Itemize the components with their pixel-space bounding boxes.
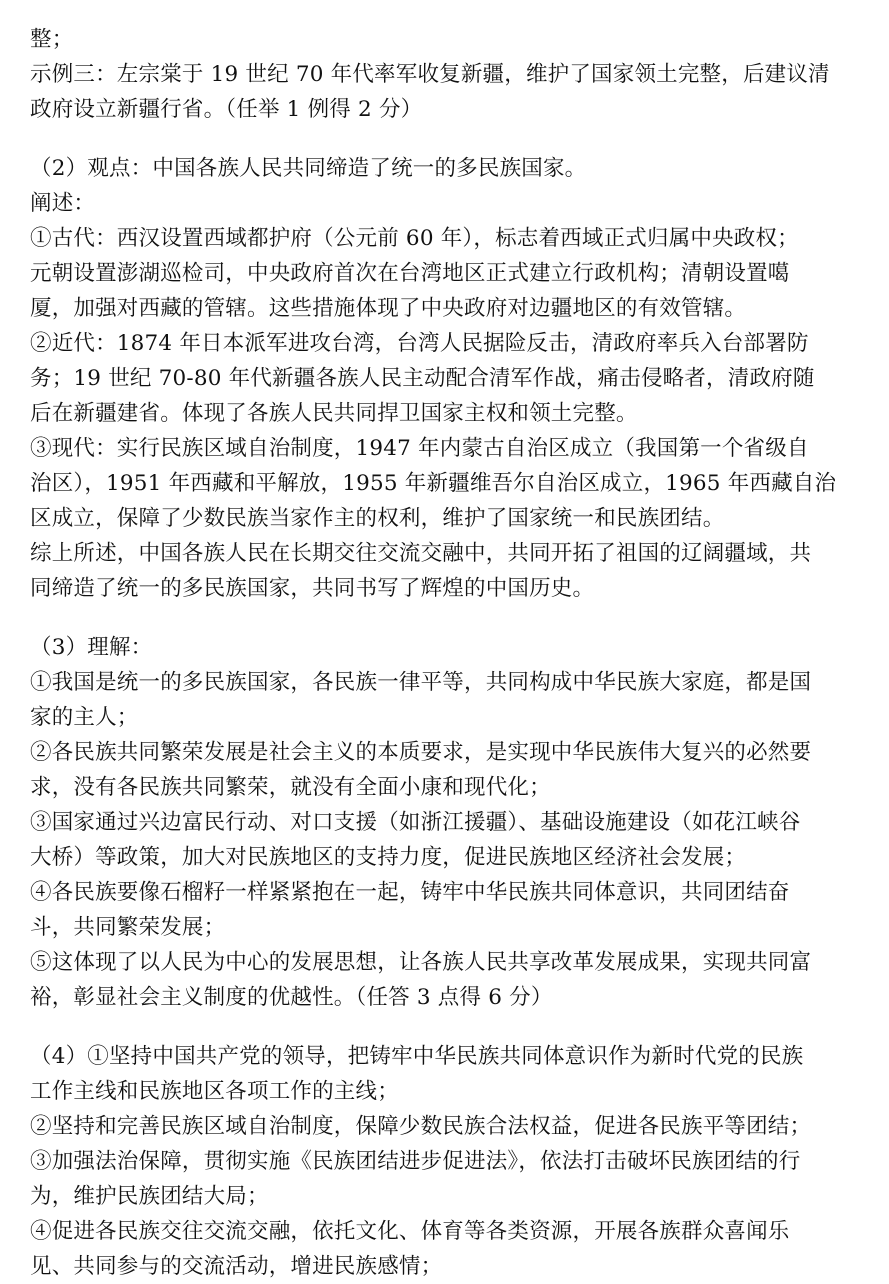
text-line: 大桥）等政策，加大对民族地区的支持力度，促进民族地区经济社会发展；	[30, 845, 747, 870]
section-question-2	[30, 151, 869, 606]
text-line: ①我国是统一的多民族国家，各民族一律平等，共同构成中华民族大家庭，都是国	[30, 670, 812, 695]
text-line: 示例三：左宗棠于 19 世纪 70 年代率军收复新疆，维护了国家领土完整，后建议清	[30, 62, 830, 87]
text-line: ③现代：实行民族区域自治制度，1947 年内蒙古自治区成立（我国第一个省级自	[30, 436, 809, 461]
text-line: 家的主人；	[30, 705, 139, 730]
text-line: 务；19 世纪 70-80 年代新疆各族人民主动配合清军作战，痛击侵略者，清政府随	[30, 366, 815, 391]
text-line: （3）理解：	[30, 635, 153, 660]
text-line: ①古代：西汉设置西域都护府（公元前 60 年），标志着西域正式归属中央政权；	[30, 226, 799, 251]
text-line: 同缔造了统一的多民族国家，共同书写了辉煌的中国历史。	[30, 576, 595, 601]
paragraph-gap	[30, 1015, 869, 1039]
text-line: 工作主线和民族地区各项工作的主线；	[30, 1079, 399, 1104]
text-line: 政府设立新疆行省。（任举 1 例得 2 分）	[30, 97, 423, 122]
text-line: 见、共同参与的交流活动，增进民族感情；	[30, 1254, 443, 1279]
text-line: 裕，彰显社会主义制度的优越性。（任答 3 点得 6 分）	[30, 985, 553, 1010]
text-line: 阐述：	[30, 191, 96, 216]
section-question-3	[30, 630, 869, 1015]
text-line: 斗，共同繁荣发展；	[30, 915, 226, 940]
text-line: 治区），1951 年西藏和平解放，1955 年新疆维吾尔自治区成立，1965 年西藏自治	[30, 471, 837, 496]
text-line: ②各民族共同繁荣发展是社会主义的本质要求，是实现中华民族伟大复兴的必然要	[30, 740, 812, 765]
text-line: （2）观点：中国各族人民共同缔造了统一的多民族国家。	[30, 156, 587, 181]
text-line: ⑤这体现了以人民为中心的发展思想，让各族人民共享改革发展成果，实现共同富	[30, 950, 812, 975]
text-line: ②坚持和完善民族区域自治制度，保障少数民族合法权益，促进各民族平等团结；	[30, 1114, 812, 1139]
text-line: 求，没有各民族共同繁荣，就没有全面小康和现代化；	[30, 775, 551, 800]
text-line: 区成立，保障了少数民族当家作主的权利，维护了国家统一和民族团结。	[30, 506, 725, 531]
text-line: 为，维护民族团结大局；	[30, 1184, 269, 1209]
text-line: 整；	[30, 27, 74, 52]
text-line: 后在新疆建省。体现了各族人民共同捍卫国家主权和领土完整。	[30, 401, 638, 426]
text-line: ③国家通过兴边富民行动、对口支援（如浙江援疆）、基础设施建设（如花江峡谷	[30, 810, 801, 835]
section-example-three	[30, 22, 869, 127]
paragraph-gap	[30, 127, 869, 151]
section-question-4	[30, 1039, 869, 1284]
text-line: （4）①坚持中国共产党的领导，把铸牢中华民族共同体意识作为新时代党的民族	[30, 1044, 804, 1069]
text-line: ③加强法治保障，贯彻实施《民族团结进步促进法》，依法打击破坏民族团结的行	[30, 1149, 801, 1174]
text-line: ④促进各民族交往交流交融，依托文化、体育等各类资源，开展各族群众喜闻乐	[30, 1219, 790, 1244]
text-line: 综上所述，中国各族人民在长期交往交流交融中，共同开拓了祖国的辽阔疆域，共	[30, 541, 812, 566]
text-line: ②近代：1874 年日本派军进攻台湾，台湾人民据险反击，清政府率兵入台部署防	[30, 331, 809, 356]
text-line: 元朝设置澎湖巡检司，中央政府首次在台湾地区正式建立行政机构；清朝设置噶	[30, 261, 790, 286]
paragraph-gap	[30, 606, 869, 630]
text-line: ④各民族要像石榴籽一样紧紧抱在一起，铸牢中华民族共同体意识，共同团结奋	[30, 880, 790, 905]
text-line: 厦，加强对西藏的管辖。这些措施体现了中央政府对边疆地区的有效管辖。	[30, 296, 747, 321]
